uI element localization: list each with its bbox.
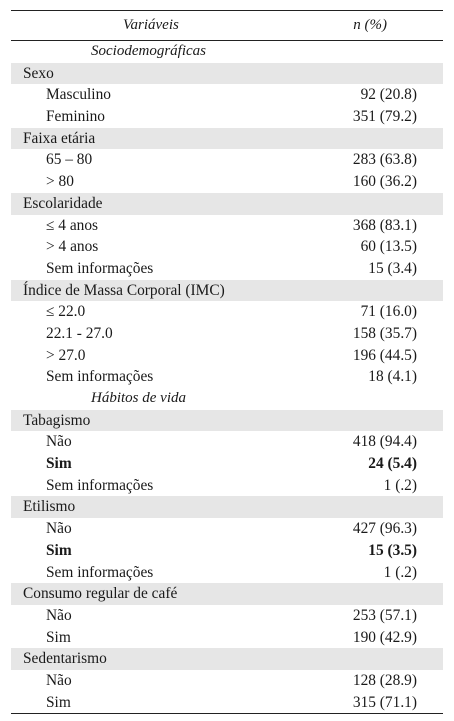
header-n-percent: n (%)	[353, 17, 387, 33]
table-row	[11, 562, 443, 584]
row-label: Sem informações	[46, 476, 154, 494]
section-row	[11, 388, 443, 410]
row-label: > 27.0	[46, 346, 86, 364]
row-label: Sem informações	[46, 259, 154, 277]
table-row	[11, 431, 443, 453]
row-value: 315 (71.1)	[352, 693, 417, 711]
group-row	[11, 63, 443, 85]
table-row	[11, 366, 443, 388]
row-value: 351 (79.2)	[352, 108, 417, 126]
row-value: 24 (5.4)	[368, 455, 417, 473]
row-value: 1 (.2)	[383, 476, 417, 494]
row-value: 253 (57.1)	[352, 606, 417, 624]
table-row	[11, 258, 443, 280]
row-value: 418 (94.4)	[352, 433, 417, 451]
row-value: 1 (.2)	[383, 563, 417, 581]
row-label: 22.1 - 27.0	[46, 324, 113, 342]
table-row	[11, 540, 443, 562]
row-label: Sem informações	[46, 563, 154, 581]
section-label: Hábitos de vida	[91, 390, 186, 406]
table-row	[11, 301, 443, 323]
row-value: 18 (4.1)	[368, 368, 417, 386]
row-value: 190 (42.9)	[352, 628, 417, 646]
row-label: Masculino	[46, 86, 111, 104]
section-row	[11, 41, 443, 63]
row-value: 15 (3.5)	[368, 541, 417, 559]
table-row	[11, 106, 443, 128]
table-row	[11, 236, 443, 258]
table-row	[11, 215, 443, 237]
row-value: 15 (3.4)	[368, 259, 417, 277]
table-row	[11, 475, 443, 497]
section-label: Sociodemográficas	[91, 43, 206, 59]
group-row	[11, 648, 443, 670]
row-label: Sem informações	[46, 368, 154, 386]
row-value: 158 (35.7)	[352, 324, 417, 342]
group-label: Consumo regular de café	[23, 585, 178, 603]
row-label: Feminino	[46, 108, 105, 126]
row-label: ≤ 22.0	[46, 303, 86, 321]
row-label: 65 – 80	[46, 151, 93, 169]
group-label: Sedentarismo	[23, 650, 107, 668]
group-label: Sexo	[23, 64, 54, 82]
row-value: 92 (20.8)	[360, 86, 417, 104]
row-value: 427 (96.3)	[352, 520, 417, 538]
table-row	[11, 323, 443, 345]
row-label: Não	[46, 520, 72, 538]
table-row	[11, 627, 443, 649]
row-value: 368 (83.1)	[352, 216, 417, 234]
row-label: Não	[46, 671, 72, 689]
row-value: 128 (28.9)	[352, 671, 417, 689]
row-label: Não	[46, 606, 72, 624]
table-row	[11, 692, 443, 714]
table-row	[11, 345, 443, 367]
table-row	[11, 171, 443, 193]
row-label: Sim	[46, 693, 71, 711]
group-row	[11, 496, 443, 518]
table-row	[11, 670, 443, 692]
table-header	[11, 11, 443, 40]
row-label: Não	[46, 433, 72, 451]
row-value: 71 (16.0)	[360, 303, 417, 321]
table-row	[11, 518, 443, 540]
group-label: Etilismo	[23, 498, 76, 516]
row-label: Sim	[46, 628, 71, 646]
group-row	[11, 410, 443, 432]
row-label: Sim	[46, 541, 72, 559]
table-body	[11, 41, 443, 713]
table-row	[11, 605, 443, 627]
row-label: > 4 anos	[46, 238, 99, 256]
group-row	[11, 280, 443, 302]
group-label: Escolaridade	[23, 194, 103, 212]
group-row	[11, 193, 443, 215]
group-row	[11, 583, 443, 605]
row-value: 60 (13.5)	[360, 238, 417, 256]
row-label: ≤ 4 anos	[46, 216, 99, 234]
group-label: Tabagismo	[23, 411, 91, 429]
row-value: 196 (44.5)	[352, 346, 417, 364]
row-label: Sim	[46, 455, 72, 473]
table-row	[11, 453, 443, 475]
row-value: 283 (63.8)	[352, 151, 417, 169]
table-row	[11, 84, 443, 106]
data-table	[11, 10, 443, 714]
row-value: 160 (36.2)	[352, 173, 417, 191]
table-row	[11, 149, 443, 171]
group-label: Faixa etária	[23, 129, 96, 147]
group-label: Índice de Massa Corporal (IMC)	[23, 281, 225, 299]
header-variables: Variáveis	[123, 17, 179, 33]
row-label: > 80	[46, 173, 74, 191]
group-row	[11, 128, 443, 150]
bottom-rule	[11, 713, 443, 714]
